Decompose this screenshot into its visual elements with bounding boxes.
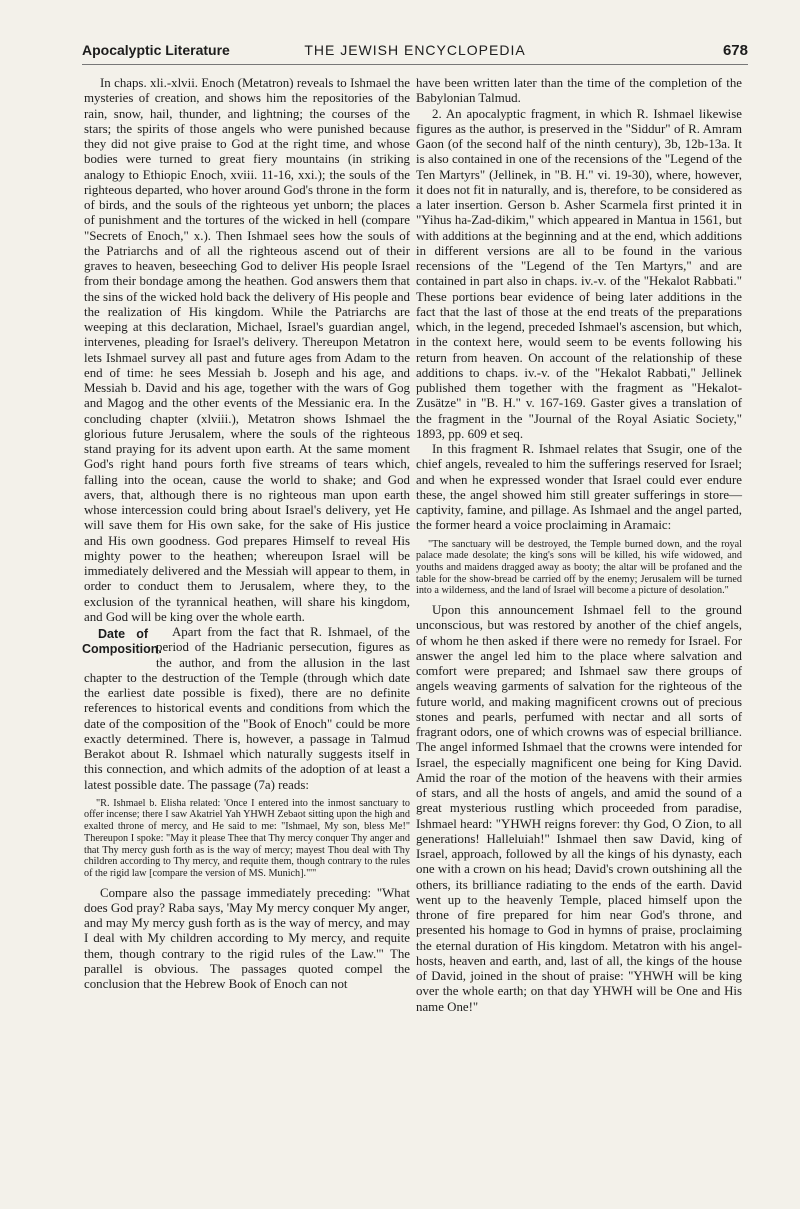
paragraph: have been written later than the time of the completion of the Babylonian Talmud. — [416, 76, 742, 106]
header-section-title: Apocalyptic Literature — [82, 42, 230, 58]
running-header — [82, 40, 748, 65]
paragraph-text: Apart from the fact that R. Ishmael, of the period of the Hadrianic persecution, figures as the author, and from the allusion in the last chapter to the destruction of the Temple (through which date the earliest date possible is fixed), there are no definite references to historical events and conditions from which the date of the composition of the "Book of Enoch" could be more exactly determined. There is, however, a passage in Talmud Berakot about R. Ishmael which naturally suggests itself in this connection, and which admits of the adoption of at least a latest possible date. The passage (7a) reads: — [84, 625, 410, 792]
paragraph: Compare also the passage immediately preceding: "What does God pray? Raba says, 'May My mercy conquer My anger, and may My mercy gush forth as is the way of mercy, and may I deal with My children according to My mercy, and requite them, though contrary to the rigid rules of the Law.'" The parallel is obvious. The passages quoted compel the conclusion that the Hebrew Book of Enoch can not — [84, 885, 410, 992]
paragraph: In this fragment R. Ishmael relates that Ssugir, one of the chief angels, revealed to him the sufferings reserved for Israel; and when he expressed wonder that Israel could ever endure these, the angel showed him still greater sufferings in store—captivity, famine, and pillage. As Ishmael and the angel parted, the former heard a voice proclaiming in Aramaic: — [416, 442, 742, 533]
left-column — [84, 76, 410, 992]
paragraph: Upon this announcement Ishmael fell to the ground unconscious, but was restored by another of the chief angels, of whom he then asked if there were no remedy for Israel. For answer the angel led him to the place where salvation and comfort were prepared; and Ishmael saw there groups of angels weaving garments of salvation for the righteous of the future world, and making magnificent crowns out of precious stones and pearls, perfumed with nectar and all sorts of fragrant odors, one of which crowns was of especial brilliance. The angel informed Ishmael that the crowns were intended for Israel, the especially magnificent one being for King David. Amid the roar of the motion of the heavens with their armies of stars, and all the hosts of angels, and amid the sound of a great mysterious rustling which proceeded from paradise, Ishmael heard: "YHWH reigns forever: thy God, O Zion, to all generations! Halleluiah!" Ishmael then saw David, king of Israel, approach, followed by all the kings of his dynasty, each one with a crown on his head; David's crown outshining all the others, its brilliance radiating to the ends of the earth. David went up to the heavenly Temple, placed himself upon the throne of fire prepared for him near God's throne, and presented his homage to God in hymns of praise, proclaiming the eternal duration of His kingdom. Metatron with his angel-hosts, heaven and earth, and, last of all, the kings of the house of David, joined in the shout of praise: "YHWH will be king over the whole earth; on that day YHWH will be One and His name One!" — [416, 603, 742, 1014]
paragraph — [84, 625, 410, 793]
block-quote: "The sanctuary will be destroyed, the Temple burned down, and the royal palace made desolate; the king's sons will be killed, his wife widowed, and youths and maidens dragged away as booty; the altar will be profaned and the table for the show-bread be carried off by the enemy; Jerusalem will be turned into a wilderness, and the land of Israel will become a picture of desolation." — [416, 538, 742, 597]
right-column — [416, 76, 742, 1015]
header-publication-title: THE JEWISH ENCYCLOPEDIA — [304, 42, 526, 58]
paragraph: 2. An apocalyptic fragment, in which R. Ishmael likewise figures as the author, is preserved in the "Siddur" of R. Amram Gaon (of the second half of the ninth century), 3b, 12b-13a. It is also contained in one of the recensions of the "Legend of the Ten Martyrs" (Jellinek, in "B. H." vi. 19-30), where, however, it does not fit in naturally, and is, therefore, to be considered as a later insertion. Gerson b. Asher Scarmela first printed it in "Yihus ha-Zad-dikim," which appeared in Mantua in 1561, but with additions at the beginning and at the end, which additions in different versions are all to be found in the various recensions of the "Legend of the Ten Martyrs," and are contained in part also in chaps. iv.-v. of the "Hekalot Rabbati." These portions bear evidence of being later additions in the fact that the last of those at the end treats of the preparations which, in the legend, preceded Ishmael's ascension, but which, in the context here, would seem to be events following his return from heaven. On account of the relationship of these additions to chaps. iv.-v. of the "Hekalot Rabbati," Jellinek published them together with the fragment as "Hekalot-Zusätze" in "B. H." v. 167-169. Gaster gives a translation of the fragment in the "Journal of the Royal Asiatic Society," 1893, pp. 609 et seq. — [416, 106, 742, 441]
marginal-heading: Date of Composition. — [82, 627, 162, 656]
page-number: 678 — [722, 42, 748, 59]
paragraph: In chaps. xli.-xlvii. Enoch (Metatron) reveals to Ishmael the mysteries of creation, and shows him the repositories of the rain, snow, hail, thunder, and lightning; the courses of the stars; the spirits of those angels who were punished because they did not give praise to God at the right time, and whose bodies were turned to great fiery mountains (in striking analogy to Ethiopic Enoch, xviii. 11-16, xxi.); the souls of the righteous departed, who hover around God's throne in the form of birds, and the souls of the righteous yet unborn; the places of punishment and the tortures of the wicked in hell (compare "Secrets of Enoch," x.). Then Ishmael sees how the souls of the Patriarchs and of all the righteous ascend out of their graves to heaven, beseeching God to deliver His people Israel from their bondage among the heathen. God answers them that the sins of the wicked hold back the delivery of His people and the realization of His kingdom. While the Patriarchs are weeping at this declaration, Michael, Israel's guardian angel, intervenes, pleading for Israel's delivery. Thereupon Metatron lets Ishmael survey all past and future ages from Adam to the end of time: he sees Messiah b. Joseph and his age, and Messiah b. David and his age, together with the wars of Gog and Magog and the other events of the Messianic era. In the concluding chapter (xlviii.), Metatron shows Ishmael the glorious future Jerusalem, where the souls of the righteous stand praying for its advent upon earth. At the same moment God's right hand pours forth five streams of tears which, falling into the ocean, cause the world to shake; and God avers, that, although there is no righteous man upon earth whose intercession could bring about Israel's delivery, yet He will save them for His own sake, for the sake of His justice and His own goodness. God prepares Himself to reveal His mighty power to the heathen; whereupon Israel will be immediately delivered and the Messiah will appear to them, in order to conduct them to Jerusalem, where they, to the exclusion of the tyrannical heathen, will share his kingdom, and God will be king over the whole earth. — [84, 76, 410, 624]
block-quote: "R. Ishmael b. Elisha related: 'Once I entered into the inmost sanctuary to offer incense; there I saw Akatriel Yah YHWH Zebaot sitting upon the high and exalted throne of mercy, and He said to me: "Ishmael, My son, bless Me!" Thereupon I spoke: "May it please Thee that Thy mercy conquer Thy anger and that Thy mercy gush forth as is the way of mercy; mayest Thou deal with Thy children according to Thy mercy, and requite them, though contrary to the rules of the rigid law [compare the version of MS. Munich]."'" — [84, 797, 410, 879]
